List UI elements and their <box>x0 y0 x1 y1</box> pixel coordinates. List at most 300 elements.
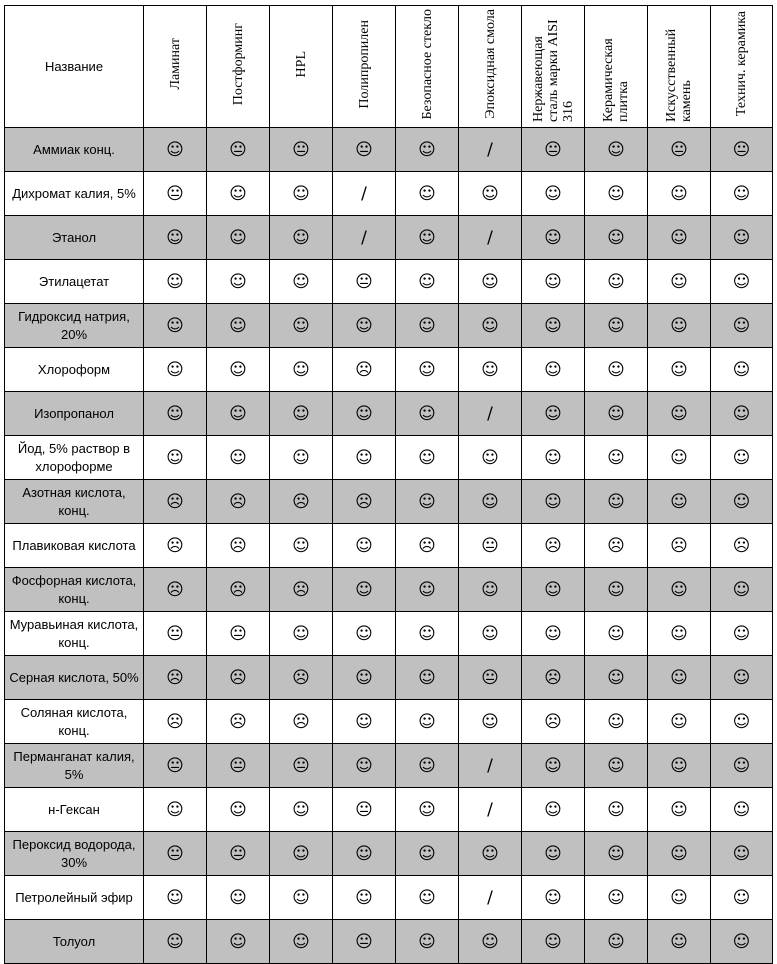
smiley-happy-icon: ☺ <box>732 359 751 380</box>
rating-cell <box>270 744 333 788</box>
column-header-material <box>333 6 396 128</box>
smiley-happy-icon: ☺ <box>732 579 751 600</box>
rating-cell <box>144 832 207 876</box>
rating-cell <box>396 788 459 832</box>
smiley-happy-icon: ☺ <box>166 315 184 336</box>
rating-cell <box>270 480 333 524</box>
rating-cell <box>711 788 773 832</box>
material-label: Полипропилен <box>356 19 372 109</box>
rating-cell <box>333 612 396 656</box>
rating-cell <box>522 480 585 524</box>
rating-cell <box>459 128 522 172</box>
rating-cell <box>144 524 207 568</box>
rating-cell <box>270 920 333 964</box>
smiley-happy-icon: ☺ <box>544 271 562 292</box>
smiley-happy-icon: ☺ <box>481 579 499 600</box>
material-label: Керамическая плитка <box>601 38 631 122</box>
rating-cell <box>270 436 333 480</box>
rating-cell <box>396 392 459 436</box>
rating-cell <box>333 216 396 260</box>
smiley-happy-icon: ☺ <box>607 799 625 820</box>
header-row <box>5 6 773 128</box>
rating-cell <box>522 216 585 260</box>
rating-cell <box>396 128 459 172</box>
not-applicable-mark: / <box>361 183 367 204</box>
smiley-neutral-icon: 😐 <box>481 535 499 556</box>
rating-cell <box>396 612 459 656</box>
rating-cell <box>522 656 585 700</box>
smiley-happy-icon: ☺ <box>292 227 310 248</box>
smiley-sad-icon: ☹ <box>166 711 184 732</box>
rating-cell <box>459 920 522 964</box>
smiley-happy-icon: ☺ <box>732 843 751 864</box>
column-header-material <box>396 6 459 128</box>
smiley-happy-icon: ☺ <box>418 799 436 820</box>
rating-cell <box>333 480 396 524</box>
rating-cell <box>459 788 522 832</box>
rating-cell <box>648 612 711 656</box>
rating-cell <box>585 920 648 964</box>
material-label: Ламинат <box>167 38 183 90</box>
table-row <box>5 700 773 744</box>
smiley-sad-icon: ☹ <box>670 535 688 556</box>
smiley-happy-icon: ☺ <box>670 667 688 688</box>
smiley-happy-icon: ☺ <box>544 227 562 248</box>
chemical-name: Толуол <box>5 920 144 964</box>
smiley-happy-icon: ☺ <box>670 315 688 336</box>
smiley-sad-icon: ☹ <box>292 579 310 600</box>
rating-cell <box>459 260 522 304</box>
smiley-happy-icon: ☺ <box>229 447 247 468</box>
rating-cell <box>207 876 270 920</box>
rating-cell <box>522 744 585 788</box>
rating-cell <box>459 876 522 920</box>
smiley-happy-icon: ☺ <box>670 447 688 468</box>
smiley-happy-icon: ☺ <box>732 491 751 512</box>
table-row <box>5 524 773 568</box>
smiley-sad-icon: ☹ <box>229 491 247 512</box>
smiley-happy-icon: ☺ <box>670 843 688 864</box>
smiley-happy-icon: ☺ <box>607 711 625 732</box>
smiley-happy-icon: ☺ <box>418 667 436 688</box>
smiley-happy-icon: ☺ <box>544 183 562 204</box>
rating-cell <box>459 304 522 348</box>
smiley-sad-icon: ☹ <box>229 667 247 688</box>
column-header-name: Название <box>5 6 144 128</box>
smiley-happy-icon: ☺ <box>355 535 373 556</box>
rating-cell <box>207 304 270 348</box>
rating-cell <box>711 480 773 524</box>
rating-cell <box>144 128 207 172</box>
rating-cell <box>711 304 773 348</box>
material-label: Безопасное стекло <box>419 8 435 120</box>
rating-cell <box>207 128 270 172</box>
smiley-happy-icon: ☺ <box>544 359 562 380</box>
smiley-happy-icon: ☺ <box>481 931 499 952</box>
rating-cell <box>648 172 711 216</box>
smiley-sad-icon: ☹ <box>355 491 373 512</box>
table-row <box>5 260 773 304</box>
rating-cell <box>333 832 396 876</box>
smiley-happy-icon: ☺ <box>229 799 247 820</box>
smiley-happy-icon: ☺ <box>732 271 751 292</box>
smiley-happy-icon: ☺ <box>229 403 247 424</box>
material-label: Технич. керамика <box>734 11 749 117</box>
smiley-happy-icon: ☺ <box>732 403 751 424</box>
rating-cell <box>333 172 396 216</box>
smiley-sad-icon: ☹ <box>166 667 184 688</box>
smiley-sad-icon: ☹ <box>292 711 310 732</box>
chemical-name: Хлороформ <box>5 348 144 392</box>
smiley-happy-icon: ☺ <box>229 315 247 336</box>
rating-cell <box>270 524 333 568</box>
smiley-happy-icon: ☺ <box>229 183 247 204</box>
rating-cell <box>522 920 585 964</box>
smiley-sad-icon: ☹ <box>229 535 247 556</box>
not-applicable-mark: / <box>487 887 493 908</box>
rating-cell <box>711 568 773 612</box>
smiley-happy-icon: ☺ <box>355 315 373 336</box>
rating-cell <box>270 832 333 876</box>
table-row <box>5 172 773 216</box>
rating-cell <box>648 568 711 612</box>
table-row <box>5 656 773 700</box>
rating-cell <box>711 876 773 920</box>
smiley-happy-icon: ☺ <box>544 315 562 336</box>
chemical-resistance-table <box>4 5 773 964</box>
table-row <box>5 744 773 788</box>
rating-cell <box>396 172 459 216</box>
smiley-happy-icon: ☺ <box>607 447 625 468</box>
chemical-name: н-Гексан <box>5 788 144 832</box>
smiley-happy-icon: ☺ <box>732 711 751 732</box>
smiley-happy-icon: ☺ <box>166 931 184 952</box>
smiley-sad-icon: ☹ <box>607 535 625 556</box>
rating-cell <box>144 392 207 436</box>
table-body <box>5 128 773 964</box>
chemical-name: Петролейный эфир <box>5 876 144 920</box>
rating-cell <box>585 788 648 832</box>
rating-cell <box>648 392 711 436</box>
rating-cell <box>333 392 396 436</box>
rating-cell <box>333 876 396 920</box>
table-row <box>5 876 773 920</box>
rating-cell <box>207 832 270 876</box>
rating-cell <box>144 612 207 656</box>
rating-cell <box>396 832 459 876</box>
chemical-name: Дихромат калия, 5% <box>5 172 144 216</box>
chemical-name: Этилацетат <box>5 260 144 304</box>
rating-cell <box>585 524 648 568</box>
smiley-sad-icon: ☹ <box>166 491 184 512</box>
rating-cell <box>648 876 711 920</box>
rating-cell <box>585 348 648 392</box>
smiley-happy-icon: ☺ <box>607 843 625 864</box>
rating-cell <box>207 656 270 700</box>
smiley-sad-icon: ☹ <box>732 535 751 556</box>
smiley-happy-icon: ☺ <box>732 755 751 776</box>
rating-cell <box>585 480 648 524</box>
smiley-happy-icon: ☺ <box>418 755 436 776</box>
table-row <box>5 304 773 348</box>
rating-cell <box>459 216 522 260</box>
smiley-happy-icon: ☺ <box>292 447 310 468</box>
rating-cell <box>270 304 333 348</box>
rating-cell <box>270 216 333 260</box>
rating-cell <box>522 876 585 920</box>
rating-cell <box>522 524 585 568</box>
rating-cell <box>648 700 711 744</box>
table-row <box>5 216 773 260</box>
rating-cell <box>333 260 396 304</box>
rating-cell <box>585 216 648 260</box>
rating-cell <box>144 744 207 788</box>
rating-cell <box>396 524 459 568</box>
rating-cell <box>585 656 648 700</box>
smiley-happy-icon: ☺ <box>670 799 688 820</box>
smiley-happy-icon: ☺ <box>166 139 184 160</box>
smiley-neutral-icon: 😐 <box>166 755 184 776</box>
smiley-happy-icon: ☺ <box>607 139 625 160</box>
smiley-happy-icon: ☺ <box>544 887 562 908</box>
rating-cell <box>207 392 270 436</box>
smiley-happy-icon: ☺ <box>481 843 499 864</box>
smiley-happy-icon: ☺ <box>481 183 499 204</box>
rating-cell <box>333 304 396 348</box>
rating-cell <box>522 348 585 392</box>
rating-cell <box>711 260 773 304</box>
rating-cell <box>333 524 396 568</box>
smiley-happy-icon: ☺ <box>418 227 436 248</box>
chemical-name: Аммиак конц. <box>5 128 144 172</box>
smiley-happy-icon: ☺ <box>481 447 499 468</box>
rating-cell <box>396 700 459 744</box>
rating-cell <box>585 876 648 920</box>
smiley-happy-icon: ☺ <box>732 931 751 952</box>
rating-cell <box>648 260 711 304</box>
rating-cell <box>459 700 522 744</box>
smiley-happy-icon: ☺ <box>544 403 562 424</box>
rating-cell <box>459 348 522 392</box>
smiley-happy-icon: ☺ <box>229 887 247 908</box>
smiley-happy-icon: ☺ <box>544 447 562 468</box>
chemical-name: Соляная кислота, конц. <box>5 700 144 744</box>
rating-cell <box>711 172 773 216</box>
rating-cell <box>522 832 585 876</box>
table-row <box>5 128 773 172</box>
smiley-sad-icon: ☹ <box>292 491 310 512</box>
rating-cell <box>270 392 333 436</box>
smiley-happy-icon: ☺ <box>292 315 310 336</box>
rating-cell <box>711 656 773 700</box>
rating-cell <box>459 568 522 612</box>
column-header-material <box>711 6 773 128</box>
rating-cell <box>396 480 459 524</box>
rating-cell <box>585 744 648 788</box>
smiley-happy-icon: ☺ <box>292 843 310 864</box>
smiley-happy-icon: ☺ <box>732 227 751 248</box>
rating-cell <box>522 700 585 744</box>
rating-cell <box>270 612 333 656</box>
table-row <box>5 436 773 480</box>
smiley-happy-icon: ☺ <box>418 315 436 336</box>
rating-cell <box>459 392 522 436</box>
rating-cell <box>144 920 207 964</box>
rating-cell <box>270 656 333 700</box>
column-header-material <box>270 6 333 128</box>
smiley-happy-icon: ☺ <box>166 227 184 248</box>
rating-cell <box>396 568 459 612</box>
smiley-neutral-icon: 😐 <box>292 139 310 160</box>
rating-cell <box>711 832 773 876</box>
rating-cell <box>207 568 270 612</box>
rating-cell <box>585 260 648 304</box>
column-header-material <box>207 6 270 128</box>
smiley-neutral-icon: 😐 <box>355 139 373 160</box>
table-row <box>5 920 773 964</box>
smiley-happy-icon: ☺ <box>355 887 373 908</box>
smiley-happy-icon: ☺ <box>607 491 625 512</box>
rating-cell <box>396 304 459 348</box>
smiley-neutral-icon: 😐 <box>166 183 184 204</box>
smiley-happy-icon: ☺ <box>292 403 310 424</box>
smiley-sad-icon: ☹ <box>229 579 247 600</box>
smiley-neutral-icon: 😐 <box>355 931 373 952</box>
smiley-happy-icon: ☺ <box>732 799 751 820</box>
rating-cell <box>522 304 585 348</box>
rating-cell <box>711 700 773 744</box>
rating-cell <box>585 172 648 216</box>
rating-cell <box>522 392 585 436</box>
rating-cell <box>585 568 648 612</box>
rating-cell <box>396 436 459 480</box>
rating-cell <box>522 612 585 656</box>
rating-cell <box>396 744 459 788</box>
smiley-happy-icon: ☺ <box>481 491 499 512</box>
smiley-happy-icon: ☺ <box>670 579 688 600</box>
rating-cell <box>144 788 207 832</box>
smiley-happy-icon: ☺ <box>166 799 184 820</box>
rating-cell <box>144 348 207 392</box>
column-header-material <box>522 6 585 128</box>
rating-cell <box>648 832 711 876</box>
rating-cell <box>585 304 648 348</box>
rating-cell <box>207 348 270 392</box>
rating-cell <box>522 128 585 172</box>
rating-cell <box>711 216 773 260</box>
rating-cell <box>648 524 711 568</box>
smiley-sad-icon: ☹ <box>292 667 310 688</box>
smiley-sad-icon: ☹ <box>166 579 184 600</box>
rating-cell <box>711 128 773 172</box>
rating-cell <box>333 348 396 392</box>
table-row <box>5 392 773 436</box>
smiley-happy-icon: ☺ <box>607 623 625 644</box>
chemical-name: Муравьиная кислота, конц. <box>5 612 144 656</box>
rating-cell <box>207 744 270 788</box>
rating-cell <box>522 172 585 216</box>
rating-cell <box>333 568 396 612</box>
rating-cell <box>144 304 207 348</box>
smiley-happy-icon: ☺ <box>355 623 373 644</box>
rating-cell <box>459 480 522 524</box>
smiley-happy-icon: ☺ <box>670 931 688 952</box>
smiley-happy-icon: ☺ <box>292 799 310 820</box>
smiley-happy-icon: ☺ <box>418 183 436 204</box>
smiley-sad-icon: ☹ <box>166 535 184 556</box>
smiley-happy-icon: ☺ <box>418 931 436 952</box>
rating-cell <box>711 920 773 964</box>
rating-cell <box>459 612 522 656</box>
smiley-happy-icon: ☺ <box>292 623 310 644</box>
smiley-happy-icon: ☺ <box>670 271 688 292</box>
smiley-happy-icon: ☺ <box>355 711 373 732</box>
smiley-neutral-icon: 😐 <box>229 755 247 776</box>
table-row <box>5 348 773 392</box>
rating-cell <box>459 656 522 700</box>
smiley-happy-icon: ☺ <box>607 227 625 248</box>
material-label: Искусственный камень <box>664 28 694 122</box>
smiley-happy-icon: ☺ <box>732 887 751 908</box>
not-applicable-mark: / <box>487 799 493 820</box>
column-header-material <box>459 6 522 128</box>
rating-cell <box>270 128 333 172</box>
rating-cell <box>396 656 459 700</box>
smiley-happy-icon: ☺ <box>670 183 688 204</box>
rating-cell <box>333 788 396 832</box>
rating-cell <box>207 216 270 260</box>
smiley-happy-icon: ☺ <box>418 623 436 644</box>
rating-cell <box>711 744 773 788</box>
rating-cell <box>144 260 207 304</box>
rating-cell <box>648 348 711 392</box>
smiley-happy-icon: ☺ <box>292 271 310 292</box>
smiley-neutral-icon: 😐 <box>292 755 310 776</box>
rating-cell <box>648 304 711 348</box>
not-applicable-mark: / <box>361 227 367 248</box>
smiley-neutral-icon: 😐 <box>229 623 247 644</box>
smiley-happy-icon: ☺ <box>607 403 625 424</box>
smiley-happy-icon: ☺ <box>355 667 373 688</box>
rating-cell <box>333 744 396 788</box>
rating-cell <box>585 392 648 436</box>
smiley-happy-icon: ☺ <box>607 271 625 292</box>
rating-cell <box>522 436 585 480</box>
rating-cell <box>585 700 648 744</box>
chemical-name: Азотная кислота, конц. <box>5 480 144 524</box>
smiley-happy-icon: ☺ <box>670 711 688 732</box>
chemical-name: Этанол <box>5 216 144 260</box>
table-row <box>5 832 773 876</box>
smiley-happy-icon: ☺ <box>355 447 373 468</box>
smiley-happy-icon: ☺ <box>292 887 310 908</box>
smiley-neutral-icon: 😐 <box>166 623 184 644</box>
smiley-happy-icon: ☺ <box>670 491 688 512</box>
rating-cell <box>585 436 648 480</box>
rating-cell <box>207 700 270 744</box>
rating-cell <box>333 700 396 744</box>
rating-cell <box>207 788 270 832</box>
table-row <box>5 480 773 524</box>
rating-cell <box>270 172 333 216</box>
smiley-happy-icon: ☺ <box>292 931 310 952</box>
rating-cell <box>711 348 773 392</box>
smiley-neutral-icon: 😐 <box>355 271 373 292</box>
rating-cell <box>333 656 396 700</box>
rating-cell <box>648 744 711 788</box>
rating-cell <box>396 348 459 392</box>
rating-cell <box>144 216 207 260</box>
